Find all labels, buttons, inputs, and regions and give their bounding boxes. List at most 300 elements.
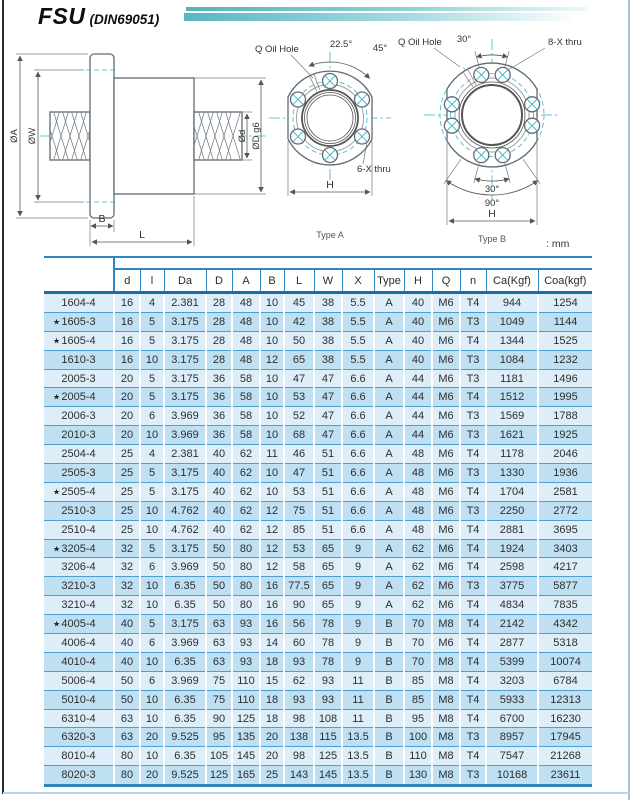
spec-cell: 2772 — [538, 501, 592, 520]
model-cell — [44, 728, 114, 747]
spec-cell: 1496 — [538, 369, 592, 388]
spec-cell: 65 — [314, 539, 342, 558]
spec-table-header — [44, 257, 592, 293]
accent-bar-thick — [184, 13, 570, 21]
model-number: 4010-4 — [61, 655, 96, 668]
model-cell — [44, 634, 114, 653]
table-row — [44, 520, 592, 539]
table-row — [44, 615, 592, 634]
spec-cell: 3.969 — [164, 671, 206, 690]
spec-cell: 3775 — [486, 577, 538, 596]
spec-cell: 110 — [232, 690, 260, 709]
model-number: 1604-4 — [61, 296, 96, 309]
spec-cell: 12 — [260, 520, 284, 539]
spec-cell: A — [374, 539, 404, 558]
model-cell — [44, 539, 114, 558]
spec-cell: 18 — [260, 709, 284, 728]
spec-cell: M6 — [432, 596, 460, 615]
spec-cell: A — [374, 293, 404, 313]
spec-cell: 138 — [284, 728, 314, 747]
spec-cell: M8 — [432, 766, 460, 786]
spec-cell: 10 — [260, 407, 284, 426]
model-number: 6310-4 — [61, 712, 96, 725]
spec-cell: 48 — [232, 331, 260, 350]
spec-cell: 63 — [206, 652, 232, 671]
spec-cell: 4834 — [486, 596, 538, 615]
spec-cell: 45 — [284, 293, 314, 313]
spec-cell: M8 — [432, 652, 460, 671]
spec-cell: 98 — [284, 709, 314, 728]
model-number: 2005-3 — [61, 372, 96, 385]
spec-cell: 5 — [140, 388, 164, 407]
table-row — [44, 426, 592, 445]
spec-cell: B — [374, 709, 404, 728]
model-cell — [44, 426, 114, 445]
spec-cell: 62 — [404, 558, 432, 577]
col-header-ca: Ca(Kgf) — [486, 269, 538, 293]
spec-cell: 93 — [314, 671, 342, 690]
model-number: 2005-4 — [61, 391, 96, 404]
spec-cell: 40 — [404, 331, 432, 350]
spec-cell: 3.969 — [164, 426, 206, 445]
table-row — [44, 350, 592, 369]
spec-cell: 9 — [342, 539, 374, 558]
spec-cell: 63 — [114, 709, 140, 728]
model-cell — [44, 350, 114, 369]
spec-cell: M6 — [432, 331, 460, 350]
spec-cell: A — [374, 388, 404, 407]
star-icon: ★ — [53, 487, 61, 497]
model-cell — [44, 615, 114, 634]
spec-cell: 58 — [232, 388, 260, 407]
model-number: 1605-3 — [61, 315, 96, 328]
spec-cell: 18 — [260, 690, 284, 709]
model-number: 3205-4 — [61, 542, 96, 555]
spec-cell: 32 — [114, 539, 140, 558]
spec-cell: 4342 — [538, 615, 592, 634]
spec-cell: 17945 — [538, 728, 592, 747]
spec-cell: 58 — [232, 369, 260, 388]
spec-cell: 7547 — [486, 747, 538, 766]
model-cell — [44, 709, 114, 728]
spec-cell: 6.35 — [164, 747, 206, 766]
spec-cell: 60 — [284, 634, 314, 653]
spec-cell: 125 — [206, 766, 232, 786]
spec-cell: 130 — [404, 766, 432, 786]
spec-cell: 16 — [114, 293, 140, 313]
spec-cell: 78 — [314, 652, 342, 671]
screw-thread-right — [189, 110, 242, 162]
spec-cell: 62 — [404, 577, 432, 596]
spec-cell: 10 — [140, 520, 164, 539]
model-number: 2505-3 — [61, 466, 96, 479]
spec-cell: T4 — [460, 539, 486, 558]
spec-cell: 6.6 — [342, 464, 374, 483]
model-number: 4006-4 — [61, 636, 96, 649]
svg-text:ØA: ØA — [9, 129, 20, 143]
star-icon: ★ — [53, 317, 61, 327]
spec-cell: 62 — [232, 445, 260, 464]
spec-table — [44, 256, 592, 787]
spec-cell: M8 — [432, 690, 460, 709]
spec-cell: 93 — [314, 690, 342, 709]
spec-cell: 52 — [284, 407, 314, 426]
spec-cell: 12 — [260, 350, 284, 369]
spec-cell: 80 — [232, 558, 260, 577]
spec-cell: T4 — [460, 747, 486, 766]
model-number: 1605-4 — [61, 334, 96, 347]
spec-cell: 1254 — [538, 293, 592, 313]
spec-cell: 3.969 — [164, 558, 206, 577]
spec-cell: 36 — [206, 369, 232, 388]
table-row — [44, 482, 592, 501]
nut-flange — [90, 54, 114, 218]
spec-cell: M6 — [432, 293, 460, 313]
model-number: 3210-3 — [61, 580, 96, 593]
spec-cell: 10 — [140, 577, 164, 596]
col-header-n: n — [460, 269, 486, 293]
spec-cell: 38 — [314, 312, 342, 331]
type-a-caption: Type A — [316, 230, 344, 240]
model-cell — [44, 577, 114, 596]
model-cell — [44, 652, 114, 671]
spec-cell: 6784 — [538, 671, 592, 690]
col-header-dcap: D — [206, 269, 232, 293]
spec-cell: 93 — [232, 634, 260, 653]
series-standard: (DIN69051) — [89, 12, 160, 27]
spec-cell: 51 — [314, 501, 342, 520]
spec-cell: 3.175 — [164, 464, 206, 483]
spec-cell: 1525 — [538, 331, 592, 350]
spec-cell: 1512 — [486, 388, 538, 407]
table-row — [44, 766, 592, 786]
spec-cell: 1936 — [538, 464, 592, 483]
spec-cell: B — [374, 747, 404, 766]
spec-cell: 85 — [404, 690, 432, 709]
spec-cell: T4 — [460, 482, 486, 501]
spec-cell: 5877 — [538, 577, 592, 596]
model-cell — [44, 596, 114, 615]
spec-cell: A — [374, 577, 404, 596]
spec-cell: 28 — [206, 312, 232, 331]
spec-cell: 145 — [232, 747, 260, 766]
svg-text:B: B — [98, 213, 106, 225]
spec-cell: T4 — [460, 615, 486, 634]
spec-cell: 75 — [206, 671, 232, 690]
model-number: 2510-4 — [61, 523, 96, 536]
spec-cell: 115 — [314, 728, 342, 747]
spec-cell: 6.6 — [342, 501, 374, 520]
spec-cell: 8957 — [486, 728, 538, 747]
spec-cell: 2881 — [486, 520, 538, 539]
spec-cell: M6 — [432, 426, 460, 445]
spec-cell: 12 — [260, 539, 284, 558]
spec-cell: 110 — [404, 747, 432, 766]
spec-cell: 16 — [114, 350, 140, 369]
spec-cell: M6 — [432, 634, 460, 653]
spec-cell: 10 — [140, 652, 164, 671]
spec-cell: 48 — [404, 501, 432, 520]
spec-cell: T3 — [460, 501, 486, 520]
spec-cell: 13.5 — [342, 766, 374, 786]
spec-cell: 78 — [314, 615, 342, 634]
spec-cell: 90 — [284, 596, 314, 615]
spec-cell: 58 — [232, 426, 260, 445]
spec-cell: 1232 — [538, 350, 592, 369]
spec-cell: 10 — [140, 350, 164, 369]
spec-cell: 6 — [140, 558, 164, 577]
spec-cell: 32 — [114, 596, 140, 615]
spec-cell: 9 — [342, 652, 374, 671]
spec-cell: 16 — [114, 312, 140, 331]
spec-cell: 10 — [260, 331, 284, 350]
spec-cell: 4.762 — [164, 501, 206, 520]
spec-cell: 48 — [404, 445, 432, 464]
star-icon: ★ — [53, 336, 61, 346]
spec-cell: 11 — [342, 709, 374, 728]
spec-cell: 4217 — [538, 558, 592, 577]
col-header-d: d — [114, 269, 140, 293]
spec-cell: 40 — [206, 445, 232, 464]
spec-cell: 98 — [284, 747, 314, 766]
spec-cell: T4 — [460, 388, 486, 407]
spec-cell: 5 — [140, 615, 164, 634]
spec-cell: 2581 — [538, 482, 592, 501]
spec-cell: 6.6 — [342, 407, 374, 426]
spec-cell: 53 — [284, 482, 314, 501]
spec-cell: 58 — [232, 407, 260, 426]
spec-cell: 53 — [284, 539, 314, 558]
oil-hole-label: Q Oil Hole — [398, 37, 442, 48]
thru-leader — [508, 48, 545, 70]
spec-cell: T3 — [460, 350, 486, 369]
spec-cell: 1084 — [486, 350, 538, 369]
spec-cell: 10 — [260, 482, 284, 501]
model-number: 1610-3 — [61, 353, 96, 366]
spec-cell: M8 — [432, 671, 460, 690]
flange-outline — [447, 63, 537, 167]
spec-cell: M6 — [432, 482, 460, 501]
spec-cell: 50 — [114, 690, 140, 709]
spec-cell: 48 — [404, 482, 432, 501]
spec-cell: 6.6 — [342, 482, 374, 501]
spec-cell: 63 — [206, 634, 232, 653]
spec-cell: 20 — [114, 407, 140, 426]
spec-cell: T4 — [460, 293, 486, 313]
spec-cell: 65 — [314, 596, 342, 615]
spec-cell: 16 — [260, 596, 284, 615]
spec-cell: 5 — [140, 369, 164, 388]
spec-cell: 2598 — [486, 558, 538, 577]
spec-cell: 13.5 — [342, 747, 374, 766]
spec-cell: 135 — [232, 728, 260, 747]
spec-cell: 50 — [206, 577, 232, 596]
col-header-q: Q — [432, 269, 460, 293]
spec-cell: 18 — [260, 652, 284, 671]
spec-cell: A — [374, 369, 404, 388]
spec-cell: M6 — [432, 464, 460, 483]
unit-label: : mm — [546, 238, 570, 250]
table-row — [44, 577, 592, 596]
spec-cell: 62 — [232, 501, 260, 520]
spec-cell: 4.762 — [164, 520, 206, 539]
spec-cell: 28 — [206, 350, 232, 369]
spec-cell: 51 — [314, 464, 342, 483]
spec-cell: 5 — [140, 464, 164, 483]
spec-cell: 6.6 — [342, 445, 374, 464]
spec-cell: T3 — [460, 407, 486, 426]
spec-cell: 2250 — [486, 501, 538, 520]
table-row — [44, 445, 592, 464]
table-row — [44, 671, 592, 690]
spec-cell: M6 — [432, 350, 460, 369]
spec-cell: 44 — [404, 407, 432, 426]
spec-cell: 93 — [232, 615, 260, 634]
col-header-l: l — [140, 269, 164, 293]
spec-cell: 75 — [284, 501, 314, 520]
spec-cell: T4 — [460, 634, 486, 653]
spec-cell: 10 — [260, 312, 284, 331]
spec-cell: 10 — [140, 596, 164, 615]
spec-cell: 9 — [342, 615, 374, 634]
spec-cell: 95 — [404, 709, 432, 728]
spec-cell: 2877 — [486, 634, 538, 653]
spec-cell: 5399 — [486, 652, 538, 671]
spec-cell: T3 — [460, 766, 486, 786]
spec-cell: 25 — [114, 501, 140, 520]
angle-oil-label: 22.5° — [329, 39, 353, 50]
type-a-drawing — [253, 38, 403, 243]
star-icon: ★ — [53, 619, 61, 629]
type-b-caption: Type B — [477, 234, 507, 244]
svg-text:Ød: Ød — [237, 129, 248, 143]
spec-cell: T4 — [460, 652, 486, 671]
spec-cell: 32 — [114, 577, 140, 596]
spec-cell: 44 — [404, 426, 432, 445]
spec-cell: M6 — [432, 520, 460, 539]
spec-cell: 6.35 — [164, 709, 206, 728]
spec-cell: 47 — [284, 369, 314, 388]
spec-cell: B — [374, 634, 404, 653]
model-cell — [44, 747, 114, 766]
spec-cell: B — [374, 728, 404, 747]
screw-thread-left — [44, 110, 96, 162]
spec-cell: 3.175 — [164, 388, 206, 407]
spec-cell: 40 — [114, 652, 140, 671]
star-icon: ★ — [53, 392, 61, 402]
col-header-type: Type — [374, 269, 404, 293]
spec-cell: 4 — [140, 293, 164, 313]
model-cell — [44, 331, 114, 350]
model-number: 3210-4 — [61, 599, 96, 612]
model-cell — [44, 501, 114, 520]
model-cell — [44, 464, 114, 483]
col-header-a: A — [232, 269, 260, 293]
spec-cell: M8 — [432, 615, 460, 634]
spec-cell: T4 — [460, 331, 486, 350]
spec-cell: 5 — [140, 312, 164, 331]
spec-cell: M6 — [432, 407, 460, 426]
spec-cell: 50 — [206, 539, 232, 558]
spec-cell: T4 — [460, 596, 486, 615]
spec-cell: 20 — [260, 728, 284, 747]
model-cell — [44, 766, 114, 786]
spec-cell: 68 — [284, 426, 314, 445]
spec-cell: 2046 — [538, 445, 592, 464]
spec-cell: T4 — [460, 558, 486, 577]
spec-cell: 1178 — [486, 445, 538, 464]
spec-cell: 3.175 — [164, 312, 206, 331]
spec-cell: 1995 — [538, 388, 592, 407]
spec-cell: 38 — [314, 293, 342, 313]
spec-cell: 48 — [232, 293, 260, 313]
svg-text:H: H — [488, 208, 496, 220]
spec-cell: 10 — [140, 709, 164, 728]
spec-cell: 40 — [404, 312, 432, 331]
thru-label: 8-X thru — [548, 37, 582, 48]
spec-cell: 1621 — [486, 426, 538, 445]
spec-cell: 28 — [206, 331, 232, 350]
spec-cell: 50 — [284, 331, 314, 350]
spec-cell: A — [374, 482, 404, 501]
spec-cell: M6 — [432, 312, 460, 331]
spec-cell: 6.35 — [164, 690, 206, 709]
model-number: 4005-4 — [61, 618, 96, 631]
spec-cell: 15 — [260, 671, 284, 690]
svg-text:ØD g6: ØD g6 — [251, 122, 262, 150]
svg-text:L: L — [139, 229, 145, 241]
spec-cell: 125 — [314, 747, 342, 766]
table-row — [44, 596, 592, 615]
spec-cell: 9.525 — [164, 728, 206, 747]
spec-cell: 11 — [342, 690, 374, 709]
spec-cell: M6 — [432, 577, 460, 596]
spec-cell: 48 — [404, 520, 432, 539]
spec-cell: 80 — [114, 766, 140, 786]
spec-cell: 20 — [260, 747, 284, 766]
spec-cell: A — [374, 501, 404, 520]
spec-cell: 11 — [260, 445, 284, 464]
spec-cell: 40 — [206, 520, 232, 539]
spec-cell: 80 — [114, 747, 140, 766]
table-row — [44, 312, 592, 331]
spec-cell: 42 — [284, 312, 314, 331]
spec-cell: 14 — [260, 634, 284, 653]
spec-cell: 65 — [314, 577, 342, 596]
spec-cell: 20 — [140, 766, 164, 786]
spec-cell: 145 — [314, 766, 342, 786]
table-row — [44, 539, 592, 558]
spec-cell: B — [374, 615, 404, 634]
table-row — [44, 747, 592, 766]
svg-text:90°: 90° — [484, 198, 500, 209]
spec-cell: M6 — [432, 501, 460, 520]
table-row — [44, 634, 592, 653]
spec-cell: M8 — [432, 747, 460, 766]
spec-cell: A — [374, 520, 404, 539]
spec-cell: 125 — [232, 709, 260, 728]
spec-cell: 16230 — [538, 709, 592, 728]
spec-cell: T4 — [460, 671, 486, 690]
spec-cell: 3.175 — [164, 331, 206, 350]
spec-cell: 28 — [206, 293, 232, 313]
model-cell — [44, 407, 114, 426]
spec-cell: 77.5 — [284, 577, 314, 596]
model-number: 8010-4 — [61, 750, 96, 763]
spec-cell: T3 — [460, 728, 486, 747]
spec-cell: 53 — [284, 388, 314, 407]
spec-cell: 3695 — [538, 520, 592, 539]
